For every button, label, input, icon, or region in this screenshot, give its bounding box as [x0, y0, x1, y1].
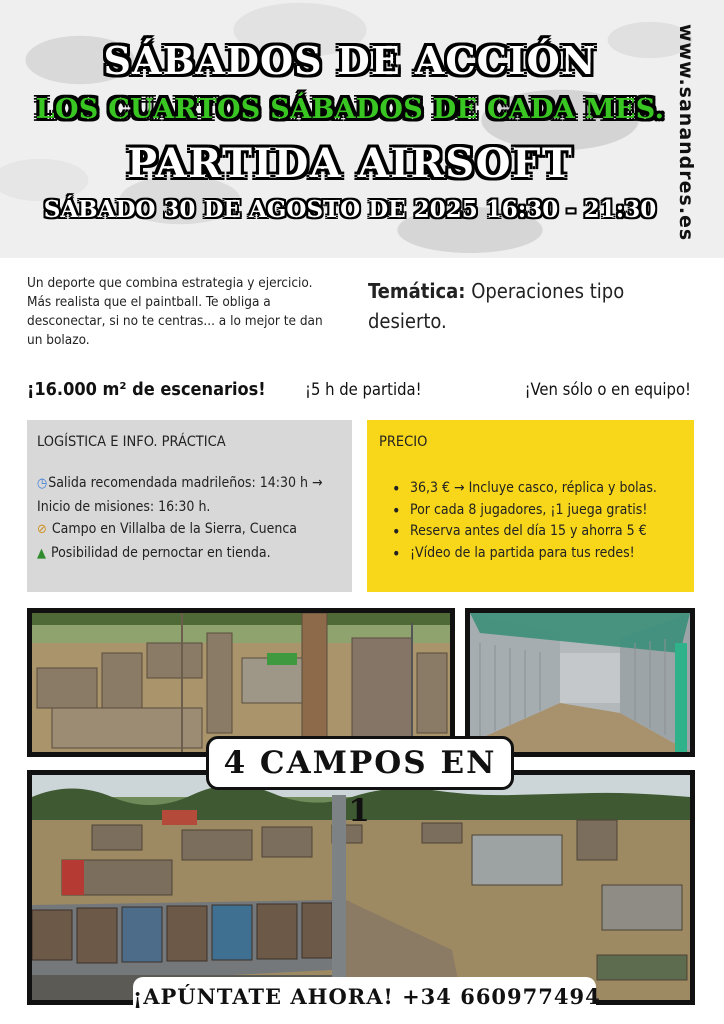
list-item: • 36,3 € → Incluye casco, réplica y bolas.: [379, 478, 684, 500]
event-name: PARTIDA AIRSOFT: [126, 140, 574, 187]
photo-field-pallets: [27, 608, 455, 757]
precio-box: [367, 420, 694, 592]
mission-start: Inicio de misiones: 16:30 h.: [37, 498, 211, 515]
subtitle: LOS CUARTOS SÁBADOS DE CADA MES.: [35, 94, 665, 125]
list-item: • ¡Vídeo de la partida para tus redes!: [379, 543, 684, 565]
logistica-line: [37, 496, 342, 519]
location: Campo en Villalba de la Sierra, Cuenca: [51, 521, 297, 537]
departure-time: Salida recomendada madrileños: 14:30 h →: [48, 475, 323, 491]
compass-icon: ⊘: [37, 522, 47, 537]
tematica-label: Temática:: [368, 279, 466, 303]
logistica-details: [37, 472, 342, 565]
precio-title: PRECIO: [379, 434, 428, 450]
logistica-line: [37, 518, 342, 542]
photo-field-metal: [465, 608, 695, 757]
signup-cta[interactable]: ¡APÚNTATE AHORA! +34 660977494: [133, 977, 596, 1017]
campos-label: 4 CAMPOS EN 1: [206, 736, 514, 790]
logistica-line: [37, 542, 342, 566]
highlight-duration: ¡5 h de partida!: [305, 380, 422, 399]
tematica-value: Operaciones tipo desierto.: [368, 279, 625, 333]
list-item: • Reserva antes del día 15 y ahorra 5 €: [379, 521, 684, 543]
list-item: • Por cada 8 jugadores, ¡1 juega gratis!: [379, 500, 684, 522]
website-link[interactable]: www.sanandres.es: [675, 24, 697, 242]
logistica-title: LOGÍSTICA E INFO. PRÁCTICA: [37, 434, 226, 450]
highlight-area: ¡16.000 m² de escenarios!: [27, 379, 266, 400]
intro-description: Un deporte que combina estrategia y ejercicio. Más realista que el paintball. Te obliga a desconectar, si no te centras... a lo mejor te dan un bolazo.: [27, 275, 323, 348]
event-date: SÁBADO 30 DE AGOSTO DE 2025 16:30 - 21:30: [43, 196, 657, 223]
title: SÁBADOS DE ACCIÓN: [103, 38, 597, 83]
tent-icon: ▲: [37, 545, 46, 561]
clock-icon: ◷: [37, 476, 48, 491]
logistica-line: [37, 472, 342, 496]
camping-info: Posibilidad de pernoctar en tienda.: [51, 544, 271, 561]
header-banner: [0, 0, 724, 258]
logistica-box: [27, 420, 352, 592]
tematica: [368, 276, 668, 336]
precio-list: [379, 478, 684, 564]
highlight-team: ¡Ven sólo o en equipo!: [524, 380, 691, 399]
